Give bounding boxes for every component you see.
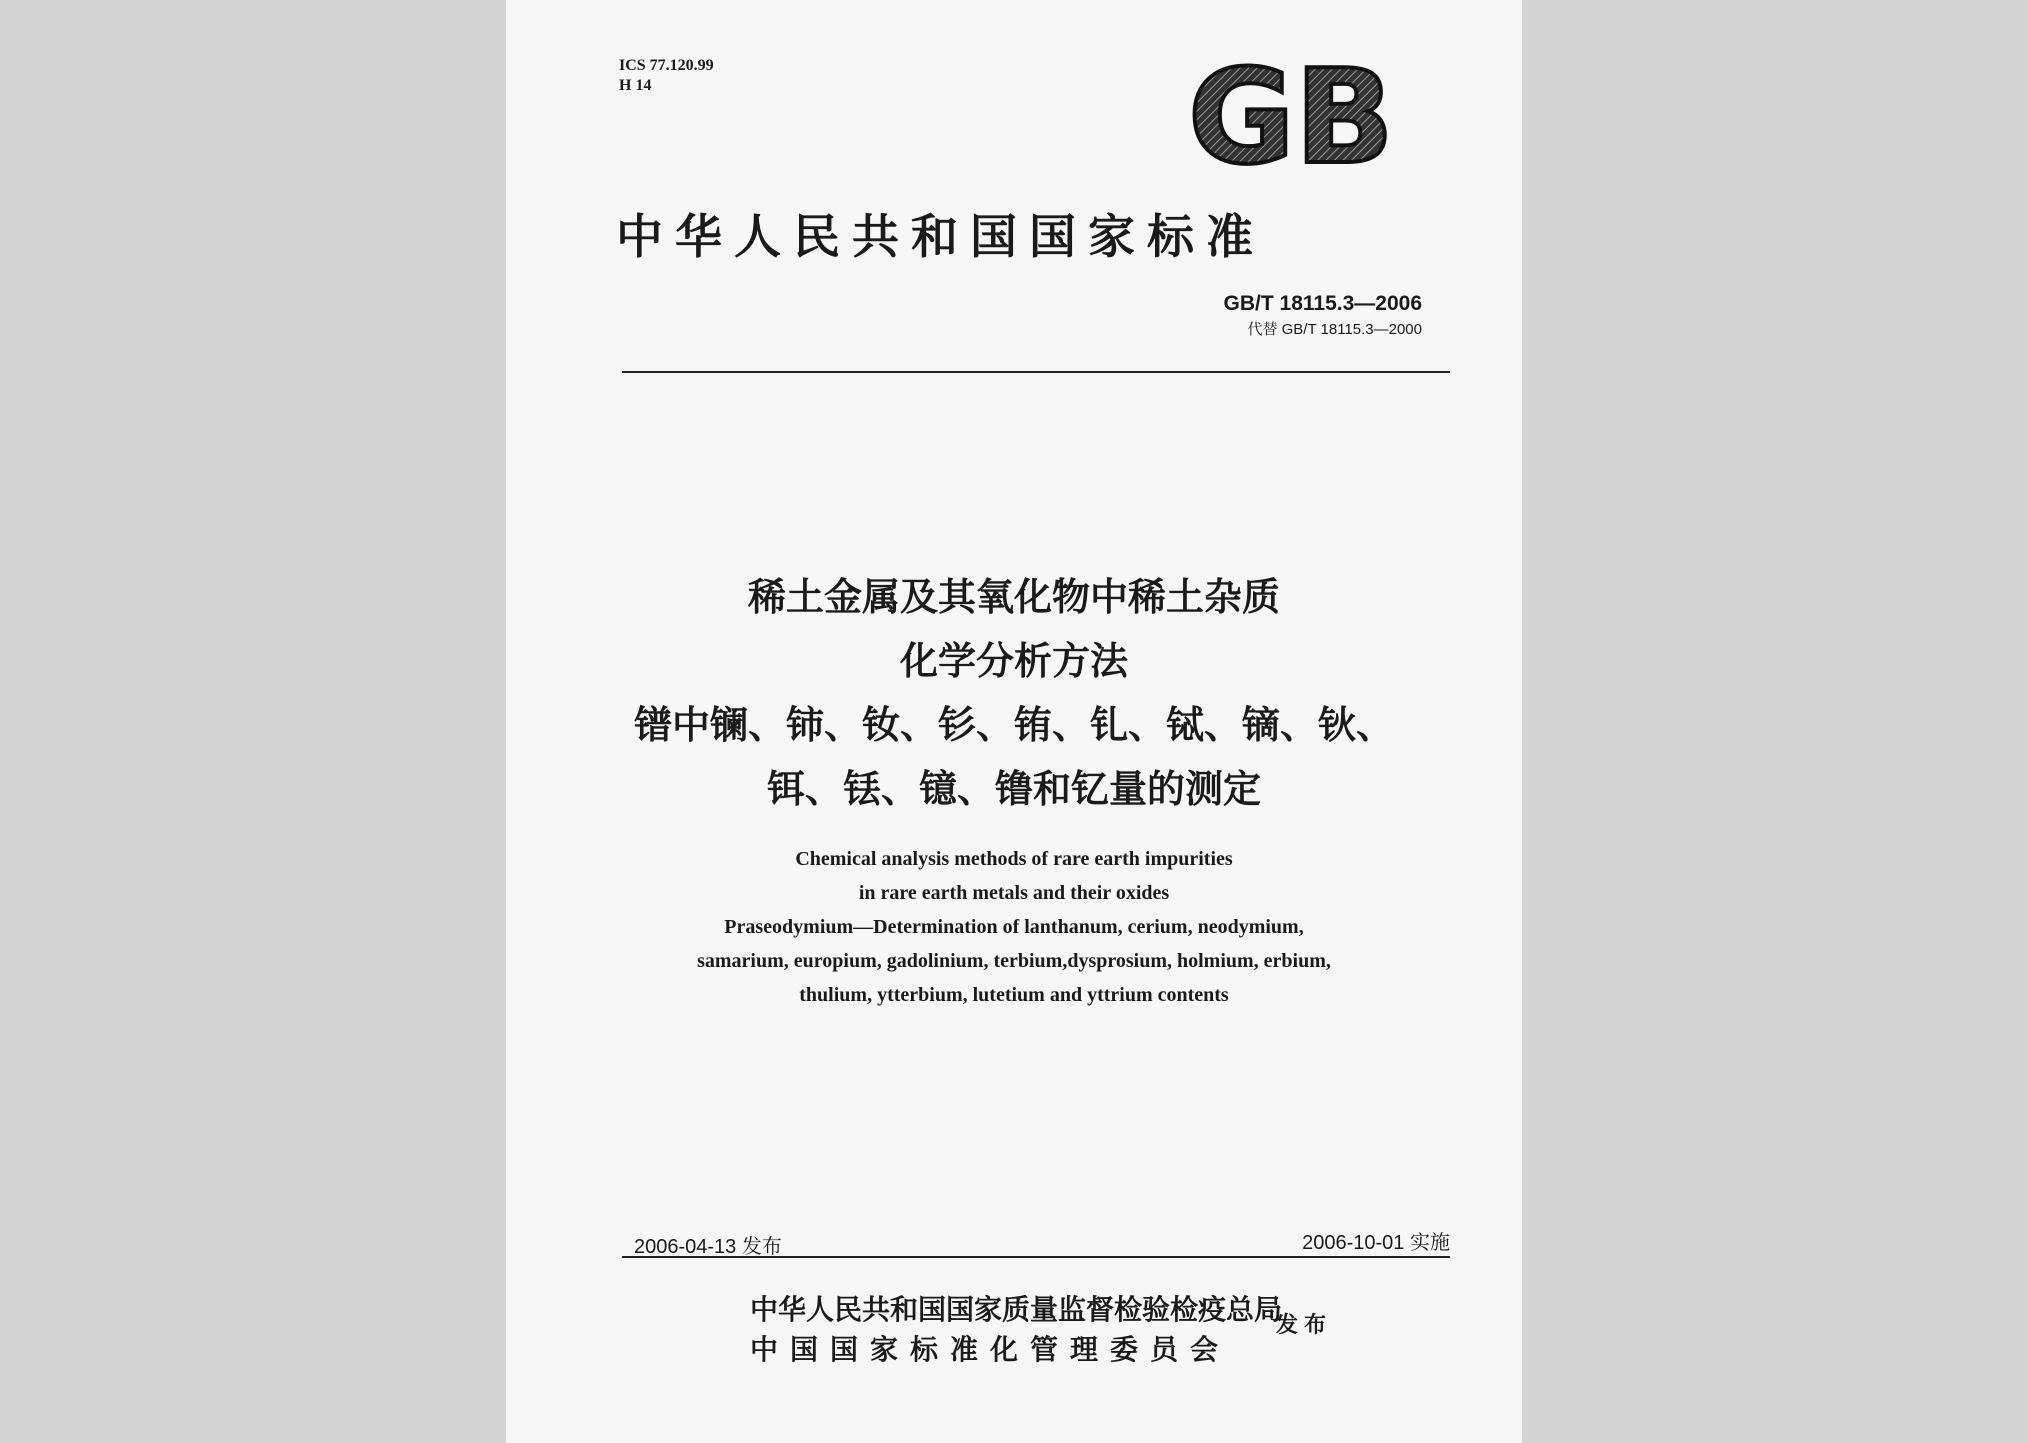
chinese-title-line: 镨中镧、铈、钕、钐、铕、钆、铽、镝、钬、 xyxy=(633,703,1394,747)
standard-number-block xyxy=(1224,292,1422,339)
publish-label: 发布 xyxy=(1276,1313,1333,1338)
english-title-line: Chemical analysis methods of rare earth impurities xyxy=(795,848,1233,870)
national-standard-title: 中华人民共和国国家标准 xyxy=(616,210,1265,265)
english-title-line: Praseodymium—Determination of lanthanum, cerium, neodymium, xyxy=(724,916,1304,938)
issue-date: 2006-04-13 发布 xyxy=(634,1236,782,1258)
footer-divider xyxy=(622,1256,1450,1258)
chinese-title xyxy=(506,565,1522,821)
chinese-title-line: 稀土金属及其氧化物中稀土杂质 xyxy=(747,575,1280,619)
header-divider xyxy=(622,371,1450,373)
document-page xyxy=(506,0,1522,1443)
issuer-line: 中华人民共和国国家质量监督检验检疫总局 xyxy=(750,1293,1283,1326)
gb-logo-icon xyxy=(1186,62,1396,170)
issuer-line: 中国国家标准化管理委员会 xyxy=(750,1333,1231,1366)
english-title-line: in rare earth metals and their oxides xyxy=(858,882,1170,904)
issuing-authorities xyxy=(750,1290,1282,1370)
english-title xyxy=(506,842,1522,1012)
chinese-title-line: 化学分析方法 xyxy=(899,639,1128,683)
chinese-title-line: 铒、铥、镱、镥和钇量的测定 xyxy=(766,767,1261,811)
implementation-date: 2006-10-01 实施 xyxy=(1302,1232,1450,1254)
replaces-standard: 代替 GB/T 18115.3—2000 xyxy=(1247,321,1422,338)
standard-number: GB/T 18115.3—2006 xyxy=(1223,292,1422,315)
ccs-code: H 14 xyxy=(619,77,652,94)
ics-code: ICS 77.120.99 xyxy=(619,57,714,74)
english-title-line: samarium, europium, gadolinium, terbium,dysprosium, holmium, erbium, xyxy=(697,950,1331,972)
classification-codes xyxy=(619,56,714,96)
english-title-line: thulium, ytterbium, lutetium and yttrium contents xyxy=(799,984,1229,1006)
gb-logo-text: GB xyxy=(1188,62,1394,170)
